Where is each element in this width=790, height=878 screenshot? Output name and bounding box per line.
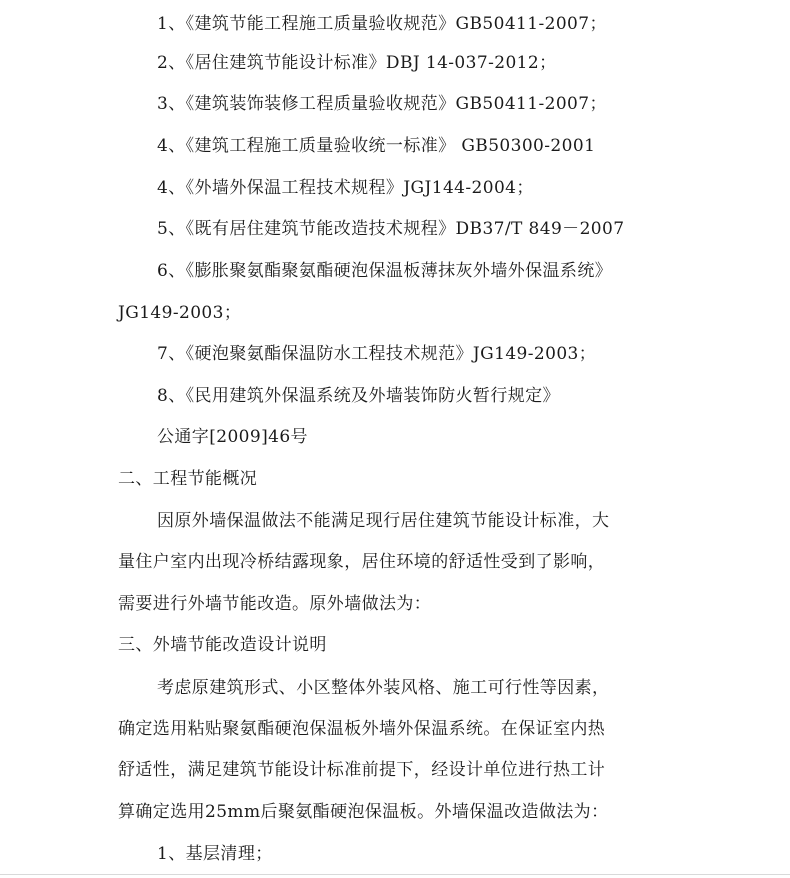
reference-item-continuation: JG149-2003； bbox=[118, 303, 242, 323]
paragraph-line: 因原外墙保温做法不能满足现行居住建筑节能设计标准，大 bbox=[157, 511, 610, 531]
reference-item: 4、《建筑工程施工质量验收统一标准》 GB50300-2001 bbox=[157, 136, 596, 156]
paragraph-line: 量住户室内出现冷桥结露现象，居住环境的舒适性受到了影响， bbox=[118, 552, 606, 572]
page-bottom-divider bbox=[0, 874, 790, 875]
paragraph-line: 需要进行外墙节能改造。原外墙做法为： bbox=[118, 594, 432, 614]
reference-item: 2、《居住建筑节能设计标准》DBJ 14-037-2012； bbox=[157, 53, 557, 73]
paragraph-line: 算确定选用25mm后聚氨酯硬泡保温板。外墙保温改造做法为： bbox=[118, 802, 609, 822]
reference-item: 8、《民用建筑外保温系统及外墙装饰防火暂行规定》 bbox=[157, 386, 560, 406]
paragraph-line: 确定选用粘贴聚氨酯硬泡保温板外墙外保温系统。在保证室内热 bbox=[118, 719, 606, 739]
paragraph-line: 舒适性，满足建筑节能设计标准前提下，经设计单位进行热工计 bbox=[118, 760, 606, 780]
reference-item: 7、《硬泡聚氨酯保温防水工程技术规范》JG149-2003； bbox=[157, 344, 597, 364]
reference-item: 1、《建筑节能工程施工质量验收规范》GB50411-2007； bbox=[157, 14, 607, 34]
reference-item: 4、《外墙外保温工程技术规程》JGJ144-2004； bbox=[157, 178, 534, 198]
paragraph-line: 考虑原建筑形式、小区整体外装风格、施工可行性等因素， bbox=[157, 678, 610, 698]
reference-item: 3、《建筑装饰装修工程质量验收规范》GB50411-2007； bbox=[157, 94, 607, 114]
reference-item: 6、《膨胀聚氨酯聚氨酯硬泡保温板薄抹灰外墙外保温系统》 bbox=[157, 261, 613, 281]
step-item: 1、基层清理； bbox=[157, 844, 273, 864]
section-heading: 三、外墙节能改造设计说明 bbox=[118, 635, 327, 655]
section-heading: 二、工程节能概况 bbox=[118, 469, 258, 489]
reference-item: 5、《既有居住建筑节能改造技术规程》DB37/T 849－2007 bbox=[157, 219, 625, 239]
reference-item-continuation: 公通字[2009]46号 bbox=[157, 427, 308, 447]
